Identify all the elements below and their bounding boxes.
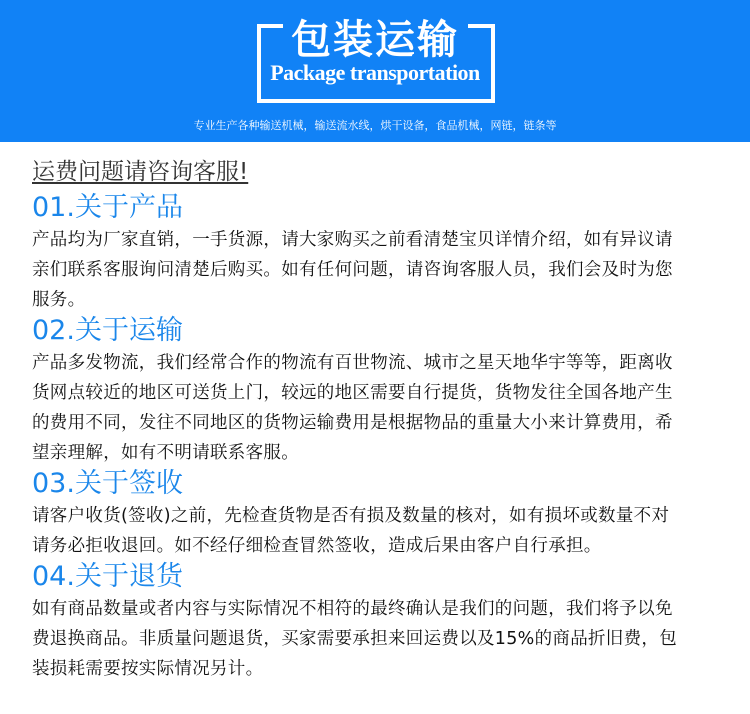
- section-text-line: 费退换商品。非质量问题退货，买家需要承担来回运费以及15%的商品折旧费，包: [32, 629, 677, 649]
- section-text-line: 请务必拒收退回。如不经仔细检查冒然签收，造成后果由客户自行承担。: [32, 536, 602, 556]
- section-title: 03.关于签收: [32, 468, 183, 499]
- banner-tagline: 专业生产各种输送机械，输送流水线，烘干设备，食品机械，网链，链条等: [193, 119, 557, 132]
- section-text-line: 产品均为厂家直销，一手货源，请大家购买之前看清楚宝贝详情介绍，如有异议请: [32, 230, 673, 250]
- section-text-line: 产品多发物流，我们经常合作的物流有百世物流、城市之星天地华宇等等，距离收: [32, 353, 673, 373]
- banner-title-en: Package transportation: [270, 60, 480, 85]
- shipping-notice: 运费问题请咨询客服!: [32, 159, 249, 185]
- section-text-line: 如有商品数量或者内容与实际情况不相符的最终确认是我们的问题，我们将予以免: [32, 599, 673, 619]
- section-text-line: 请客户收货(签收)之前，先检查货物是否有损及数量的核对，如有损坏或数量不对: [32, 506, 670, 526]
- section-text-line: 的费用不同，发往不同地区的货物运输费用是根据物品的重量大小来计算费用，希: [32, 413, 673, 433]
- content: [0, 142, 750, 684]
- section-title: 04.关于退货: [32, 561, 183, 592]
- section: [32, 561, 750, 684]
- section-text-line: 望亲理解，如有不明请联系客服。: [32, 443, 299, 463]
- section-text-line: 亲们联系客服询问清楚后购买。如有任何问题，请咨询客服人员，我们会及时为您: [32, 260, 673, 280]
- header-banner: [0, 0, 750, 142]
- section-text-line: 服务。: [32, 290, 86, 310]
- section-title: 01.关于产品: [32, 192, 183, 223]
- section-title: 02.关于运输: [32, 315, 183, 346]
- section: [32, 468, 750, 561]
- banner-title-cn: 包装运输: [291, 16, 459, 63]
- section: [32, 192, 750, 315]
- section: [32, 315, 750, 468]
- section-text-line: 货网点较近的地区可送货上门，较远的地区需要自行提货，货物发往全国各地产生: [32, 383, 673, 403]
- section-text-line: 装损耗需要按实际情况另计。: [32, 659, 264, 679]
